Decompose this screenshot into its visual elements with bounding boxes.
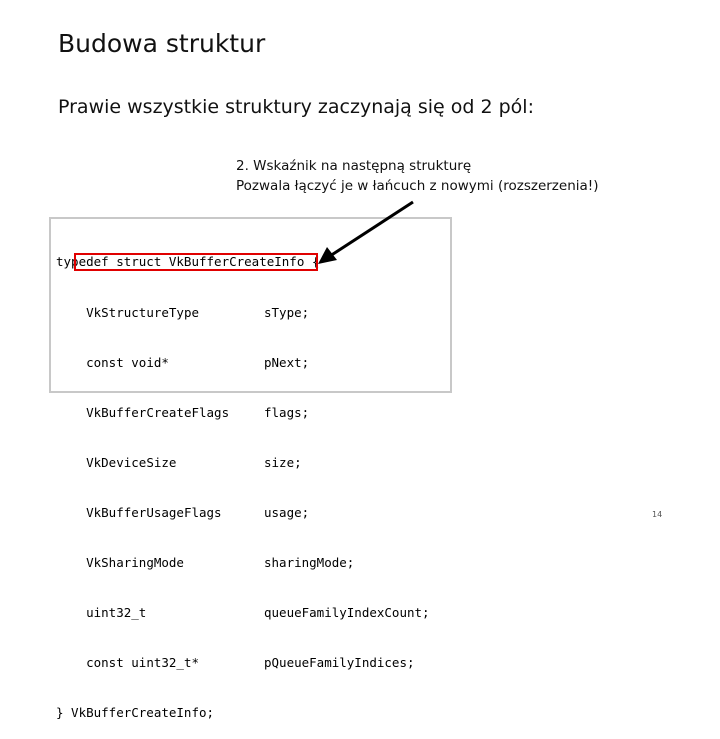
code-footer: } VkBufferCreateInfo; bbox=[56, 705, 215, 721]
field-name: size; bbox=[264, 454, 302, 470]
field-type: VkSharingMode bbox=[86, 554, 184, 570]
slide-subtitle: Prawie wszystkie struktury zaczynają się od 2 pól: bbox=[58, 96, 534, 118]
field-name: usage; bbox=[264, 504, 310, 520]
field-name: flags; bbox=[264, 404, 310, 420]
field-type: const void* bbox=[86, 354, 169, 370]
callout-line-1: 2. Wskaźnik na następną strukturę bbox=[236, 158, 472, 174]
code-field-row bbox=[56, 554, 355, 572]
field-name: pNext; bbox=[264, 354, 310, 370]
field-type: VkStructureType bbox=[86, 304, 199, 320]
field-type: VkBufferCreateFlags bbox=[86, 404, 230, 420]
callout-line-2: Pozwala łączyć je w łańcuch z nowymi (rozszerzenia!) bbox=[236, 178, 599, 194]
field-type: uint32_t bbox=[86, 605, 147, 621]
field-type: const uint32_t* bbox=[86, 655, 199, 671]
field-name: sType; bbox=[264, 304, 310, 320]
field-name: sharingMode; bbox=[264, 554, 355, 570]
code-field-row bbox=[56, 655, 415, 672]
code-field-row bbox=[56, 605, 430, 622]
field-type: VkDeviceSize bbox=[86, 454, 177, 470]
field-type: VkBufferUsageFlags bbox=[86, 504, 222, 520]
slide-title: Budowa struktur bbox=[58, 29, 266, 58]
field-name: queueFamilyIndexCount; bbox=[264, 605, 430, 621]
code-header: typedef struct VkBufferCreateInfo { bbox=[56, 254, 320, 270]
page-number: 14 bbox=[652, 510, 663, 519]
field-name: pQueueFamilyIndices; bbox=[264, 655, 415, 671]
